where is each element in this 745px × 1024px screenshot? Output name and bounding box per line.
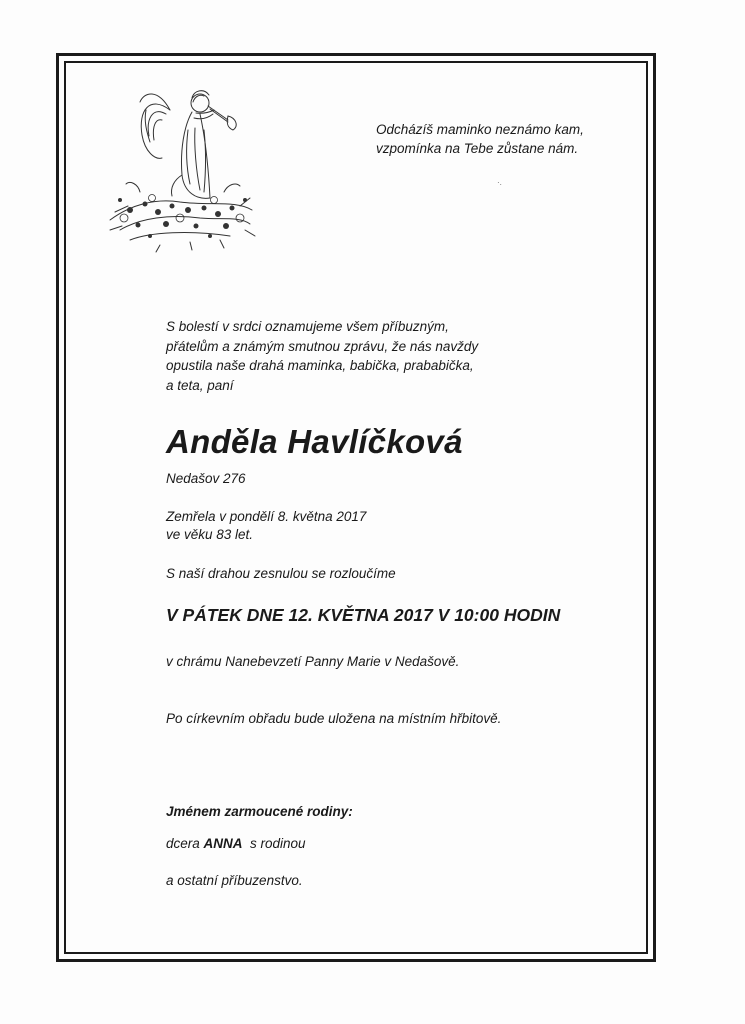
daughter-suffix: s rodinou bbox=[242, 836, 306, 851]
daughter-prefix: dcera bbox=[166, 836, 204, 851]
deceased-address: Nedašov 276 bbox=[166, 471, 246, 486]
motto-line-2: vzpomínka na Tebe zůstane nám. bbox=[376, 141, 579, 156]
intro-line-3: opustila naše drahá maminka, babička, prababička, bbox=[166, 358, 474, 373]
death-age: ve věku 83 let. bbox=[166, 527, 254, 542]
angel-with-trumpet-icon bbox=[100, 80, 260, 255]
family-heading: Jménem zarmoucené rodiny: bbox=[166, 804, 353, 819]
daughter-name: ANNA bbox=[203, 836, 243, 851]
intro-line-1: S bolestí v srdci oznamujeme všem příbuzným, bbox=[166, 319, 449, 334]
burial-info: Po církevním obřadu bude uložena na místním hřbitově. bbox=[166, 711, 502, 726]
scan-speck: ·. bbox=[497, 178, 502, 187]
intro-line-2: přátelům a známým smutnou zprávu, že nás navždy bbox=[166, 338, 479, 354]
funeral-place: v chrámu Nanebevzetí Panny Marie v Nedašově. bbox=[166, 654, 460, 669]
motto-line-1: Odcházíš maminko neznámo kam, bbox=[376, 122, 584, 137]
intro-line-4: a teta, paní bbox=[166, 377, 234, 393]
announcement-text bbox=[166, 317, 478, 395]
death-info bbox=[166, 508, 366, 544]
motto-verse bbox=[376, 120, 584, 158]
funeral-datetime: V PÁTEK DNE 12. KVĚTNA 2017 V 10:00 HODIN bbox=[166, 605, 561, 625]
deceased-name: Anděla Havlíčková bbox=[166, 423, 463, 460]
family-others: a ostatní příbuzenstvo. bbox=[166, 873, 303, 888]
farewell-text: S naší drahou zesnulou se rozloučíme bbox=[166, 566, 396, 581]
family-daughter bbox=[166, 836, 306, 851]
death-date: Zemřela v pondělí 8. května 2017 bbox=[166, 509, 367, 524]
